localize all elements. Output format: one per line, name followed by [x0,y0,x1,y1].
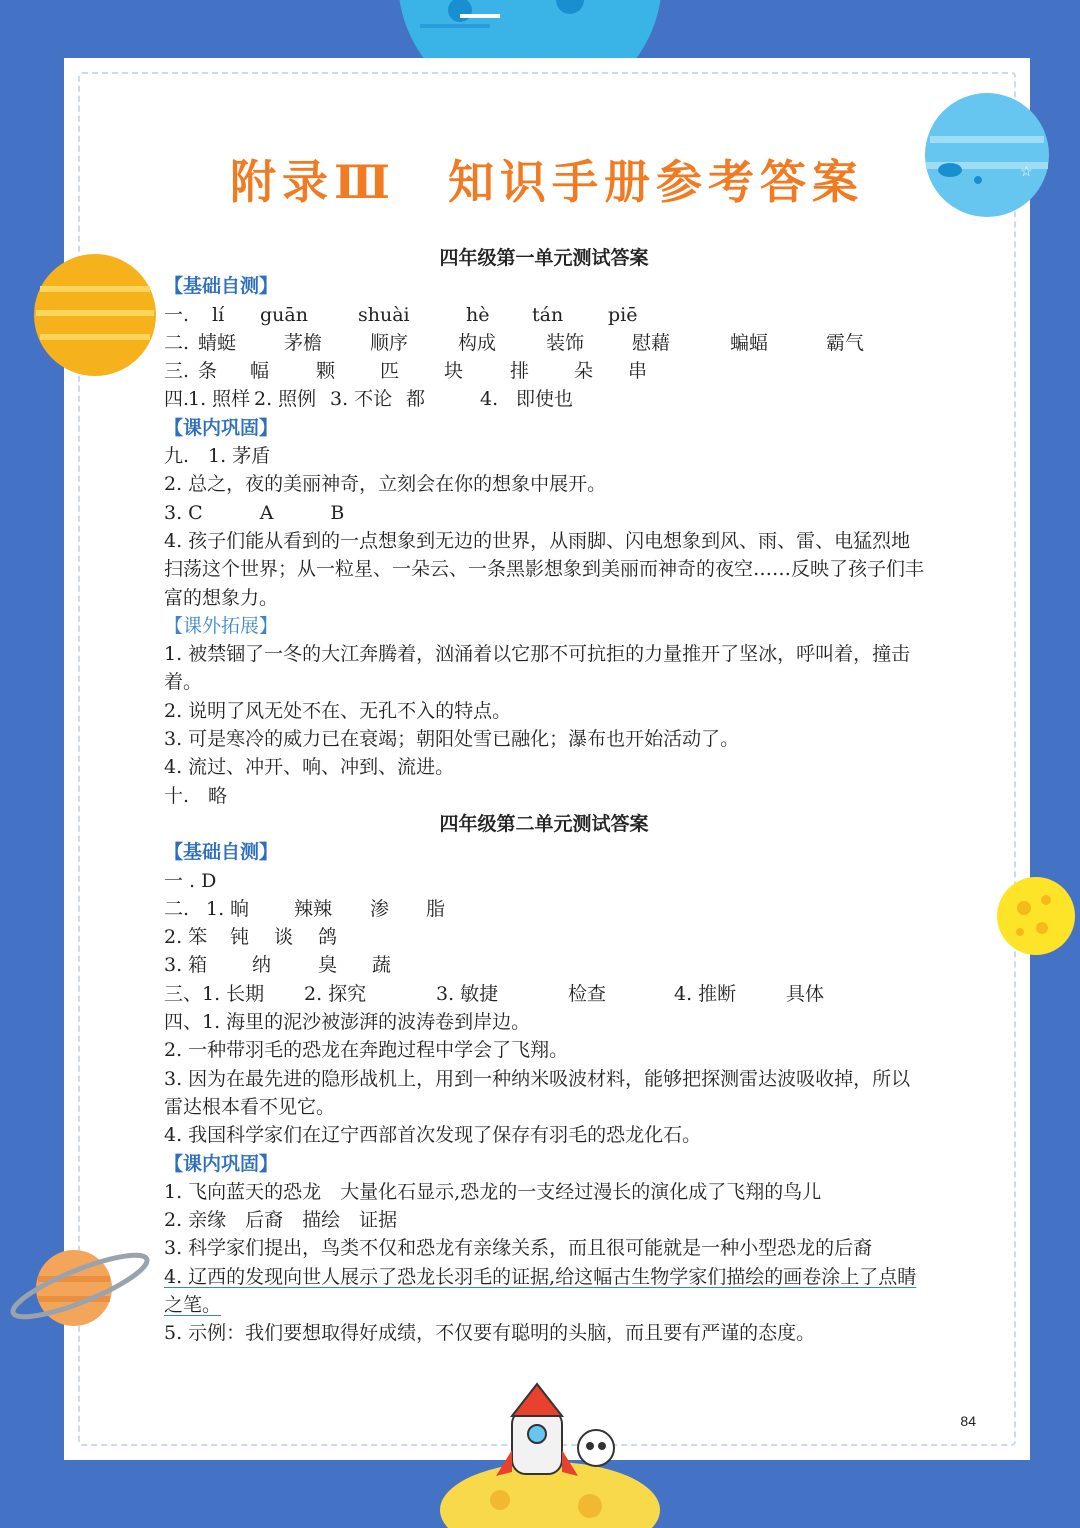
blue-planet-right-illustration [924,92,1050,218]
rocket-moon-illustration [430,1380,670,1528]
unit1-extension-line-2: 2. 说明了风无处不在、无孔不入的特点。 [164,699,512,722]
unit2-basic-q2c: 3. 箱 纳 臭 蔬 [164,954,392,977]
unit1-consolidate-line-4: 4. 孩子们能从看到的一点想象到无边的世界，从雨脚、闪电想象到风、雨、雷、电猛烈地扫荡这个世界；从一粒星、一朵云、一条黑影想象到美丽而神奇的夜空……反映了孩子们丰富的想象力。 [164,529,925,609]
unit1-consolidate-label: 【课内巩固】 [164,416,279,439]
unit2-basic-q4-line-4: 4. 我国科学家们在辽宁西部首次发现了保存有羽毛的恐龙化石。 [164,1124,702,1147]
unit2-consolidate-line-5: 5. 示例：我们要想取得好成绩，不仅要有聪明的头脑，而且要有严谨的态度。 [164,1322,816,1345]
unit1-extension-line-3: 3. 可是寒冷的威力已在衰竭；朝阳处雪已融化；瀑布也开始活动了。 [164,728,740,751]
unit1-consolidate-line-3: 3. C A B [164,501,345,524]
unit2-basic-q1: 一 . D [164,869,217,892]
unit2-basic-label: 【基础自测】 [164,841,279,864]
unit1-extension-label: 【课外拓展】 [164,614,279,637]
unit1-extension-line-5: 十. 略 [164,784,228,807]
unit2-basic-q2b: 2. 笨 钝 谈 鸽 [164,926,338,949]
yellow-planet-left-illustration [32,252,158,378]
answer-page [64,58,1030,1460]
svg-text:☆: ☆ [1020,164,1033,180]
unit1-extension-line-1: 1. 被禁锢了一冬的大江奔腾着，汹涌着以它那不可抗拒的力量推开了坚冰，呼叫着，撞击着。 [164,643,911,694]
unit1-basic-q4: 四.1. 照样 2. 照例 3. 不论 都 4. 即使也 [164,388,574,411]
unit2-consolidate-line-2: 2. 亲缘 后裔 描绘 证据 [164,1209,398,1232]
unit2-basic-q4-line-3: 3. 因为在最先进的隐形战机上，用到一种纳米吸波材料，能够把探测雷达波吸收掉，所以雷达根本看不见它。 [164,1067,911,1118]
unit2-heading: 四年级第二单元测试答案 [439,812,649,835]
unit1-basic-q2: 二. 蜻蜓 茅檐 顺序 构成 装饰 慰藉 蝙蝠 霸气 [164,331,865,354]
unit1-extension-line-4: 4. 流过、冲开、响、冲到、流进。 [164,756,455,779]
unit2-basic-q4-line-2: 2. 一种带羽毛的恐龙在奔跑过程中学会了飞翔。 [164,1039,569,1062]
ringed-planet-left-illustration [10,1242,160,1342]
unit2-consolidate-line-3: 3. 科学家们提出，鸟类不仅和恐龙有亲缘关系，而且很可能就是一种小型恐龙的后裔 [164,1237,873,1260]
unit2-basic-q2: 二. 1. 晌 辣辣 渗 脂 [164,897,446,920]
unit1-basic-label: 【基础自测】 [164,275,279,298]
unit1-consolidate-line-1: 九. 1. 茅盾 [164,445,271,468]
unit1-heading: 四年级第一单元测试答案 [439,247,649,269]
page-title: 附录Ⅲ 知识手册参考答案 [229,155,865,209]
page-number: 84 [960,1413,976,1429]
unit2-consolidate-label: 【课内巩固】 [164,1152,279,1175]
yellow-moon-right-illustration [996,876,1076,956]
unit2-basic-q3: 三、1. 长期 2. 探究 3. 敏捷 检查 4. 推断 具体 [164,982,825,1005]
unit1-consolidate-line-2: 2. 总之，夜的美丽神奇，立刻会在你的想象中展开。 [164,473,607,496]
unit2-consolidate-line-1: 1. 飞向蓝天的恐龙 大量化石显示,恐龙的一支经过漫长的演化成了飞翔的鸟儿 [164,1180,822,1203]
unit1-basic-q3: 三. 条 幅 颗 匹 块 排 朵 串 [164,360,648,383]
unit2-consolidate-line-4: 4. 辽西的发现向世人展示了恐龙长羽毛的证据,给这幅古生物学家们描绘的画卷涂上了点睛之笔。 [164,1265,917,1316]
unit2-basic-q4-line-1: 四、1. 海里的泥沙被澎湃的波涛卷到岸边。 [164,1011,531,1034]
unit1-basic-q1: 一. lí guān shuài hè tán piē [164,303,638,326]
answer-content [164,244,924,1348]
